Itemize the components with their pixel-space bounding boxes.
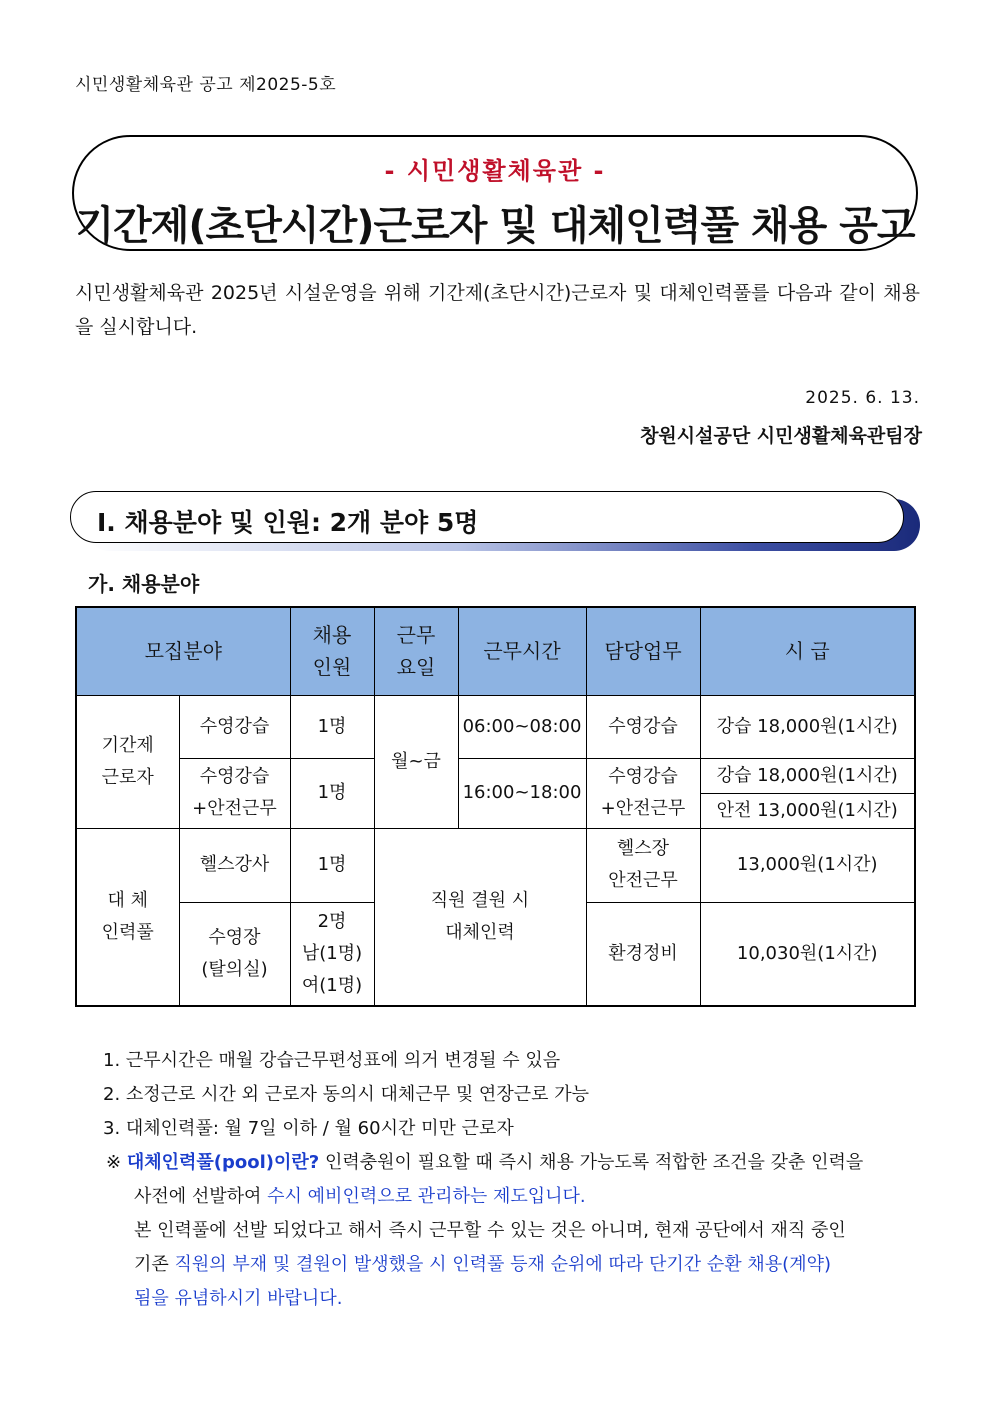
- remark-text: 사전에 선발하여: [134, 1186, 268, 1207]
- cell-field-line2: (탈의실): [201, 958, 268, 980]
- cell-wage: 13,000원(1시간): [700, 828, 915, 902]
- subsection-title: 가. 채용분야: [88, 572, 200, 596]
- cell-duty: [586, 758, 700, 828]
- remark-line: [106, 1146, 921, 1180]
- remark-highlight: 직원의 부재 및 결원이 발생했을 시 인력풀 등재 순위에 따라 단기간 순환 채용(계약): [174, 1254, 832, 1275]
- header-days-line2: 요일: [396, 655, 436, 680]
- cell-schedule-line1: 직원 결원 시: [430, 889, 530, 911]
- header-days-line1: 근무: [396, 623, 436, 648]
- section-header-box: [70, 491, 904, 543]
- cell-wage-safety: 안전 13,000원(1시간): [700, 793, 915, 828]
- group-label-substitute-pool: [76, 828, 179, 1006]
- remark-line: [106, 1248, 921, 1282]
- cell-field-line1: 수영강습: [199, 766, 270, 787]
- cell-duty-line2: +안전근무: [600, 798, 686, 819]
- group-label-line2: 근로자: [101, 766, 154, 788]
- cell-duty-line1: 수영강습: [608, 766, 678, 787]
- cell-duty-line1: 헬스장: [616, 838, 670, 859]
- cell-field: 수영강습: [179, 695, 290, 758]
- reference-mark: ※: [106, 1152, 122, 1173]
- cell-field-line2: +안전근무: [192, 798, 277, 819]
- remark-highlight: 수시 예비인력으로 관리하는 제도입니다.: [267, 1186, 586, 1207]
- issuer: 창원시설공단 시민생활체육관팀장: [640, 425, 922, 447]
- remark-line: [106, 1180, 921, 1214]
- header-count-line2: 인원: [312, 655, 352, 680]
- header-count-line1: 채용: [312, 623, 352, 648]
- section-title: Ⅰ. 채용분야 및 인원: 2개 분야 5명: [97, 508, 479, 537]
- note-item: 3. 대체인력풀: 월 7일 이하 / 월 60시간 미만 근로자: [103, 1118, 514, 1139]
- recruitment-table: [75, 606, 916, 1007]
- cell-field: [179, 758, 290, 828]
- page-title: 기간제(초단시간)근로자 및 대체인력풀 채용 공고: [75, 203, 915, 249]
- remark-term: 대체인력풀(pool)이란?: [126, 1152, 320, 1173]
- cell-count-line3: 여(1명): [301, 974, 363, 996]
- group-label-line1: 기간제: [101, 734, 154, 756]
- cell-schedule-line2: 대체인력: [445, 921, 515, 943]
- cell-wage: 강습 18,000원(1시간): [700, 695, 915, 758]
- header-hours: 근무시간: [458, 607, 586, 695]
- cell-hours: 06:00~08:00: [458, 695, 586, 758]
- cell-count-line1: 2명: [317, 910, 347, 932]
- remark-block: [106, 1146, 921, 1316]
- cell-schedule: [374, 828, 586, 1006]
- title-box: [72, 135, 918, 251]
- intro-paragraph: 시민생활체육관 2025년 시설운영을 위해 기간제(초단시간)근로자 및 대체인력풀를 다음과 같이 채용을 실시합니다.: [75, 282, 920, 338]
- cell-count-line2: 남(1명): [301, 942, 363, 964]
- header-days: [374, 607, 458, 695]
- table-row: [76, 758, 915, 793]
- table-row: [76, 695, 915, 758]
- notice-date: 2025. 6. 13.: [805, 388, 920, 408]
- cell-field: 헬스강사: [179, 828, 290, 902]
- header-field: 모집분야: [76, 607, 290, 695]
- header-duty: 담당업무: [586, 607, 700, 695]
- cell-count: 1명: [290, 695, 374, 758]
- title-subtitle: - 시민생활체육관 -: [384, 157, 606, 185]
- header-wage: 시 급: [700, 607, 915, 695]
- cell-duty: [586, 828, 700, 902]
- cell-count: 1명: [290, 758, 374, 828]
- remark-line: 본 인력풀에 선발 되었다고 해서 즉시 근무할 수 있는 것은 아니며, 현재 공단에서 재직 중인: [134, 1220, 846, 1241]
- table-row: [76, 828, 915, 902]
- notice-number: 시민생활체육관 공고 제2025-5호: [75, 75, 337, 95]
- table-header-row: [76, 607, 915, 695]
- cell-count: [290, 902, 374, 1006]
- cell-hours: 16:00~18:00: [458, 758, 586, 828]
- group-label-fixed-term: [76, 695, 179, 828]
- remark-text: 기존: [134, 1254, 175, 1275]
- remark-line: 됨을 유념하시기 바랍니다.: [134, 1288, 343, 1309]
- cell-work-days: 월~금: [374, 695, 458, 828]
- cell-count: 1명: [290, 828, 374, 902]
- group-label-line1: 대 체: [107, 889, 148, 911]
- cell-duty: 수영강습: [586, 695, 700, 758]
- remark-text: 인력충원이 필요할 때 즉시 채용 가능도록 적합한 조건을 갖춘 인력을: [319, 1152, 864, 1173]
- cell-wage-lesson: 강습 18,000원(1시간): [700, 758, 915, 793]
- group-label-line2: 인력풀: [101, 921, 154, 943]
- cell-wage: 10,030원(1시간): [700, 902, 915, 1006]
- notes-list: [103, 1044, 589, 1146]
- cell-field-line1: 수영장: [208, 926, 261, 948]
- cell-field: [179, 902, 290, 1006]
- cell-duty: 환경정비: [586, 902, 700, 1006]
- note-item: 1. 근무시간은 매월 강습근무편성표에 의거 변경될 수 있음: [103, 1050, 561, 1071]
- note-item: 2. 소정근로 시간 외 근로자 동의시 대체근무 및 연장근로 가능: [103, 1084, 589, 1105]
- header-count: [290, 607, 374, 695]
- cell-duty-line2: 안전근무: [608, 870, 678, 891]
- section-header: [70, 491, 922, 553]
